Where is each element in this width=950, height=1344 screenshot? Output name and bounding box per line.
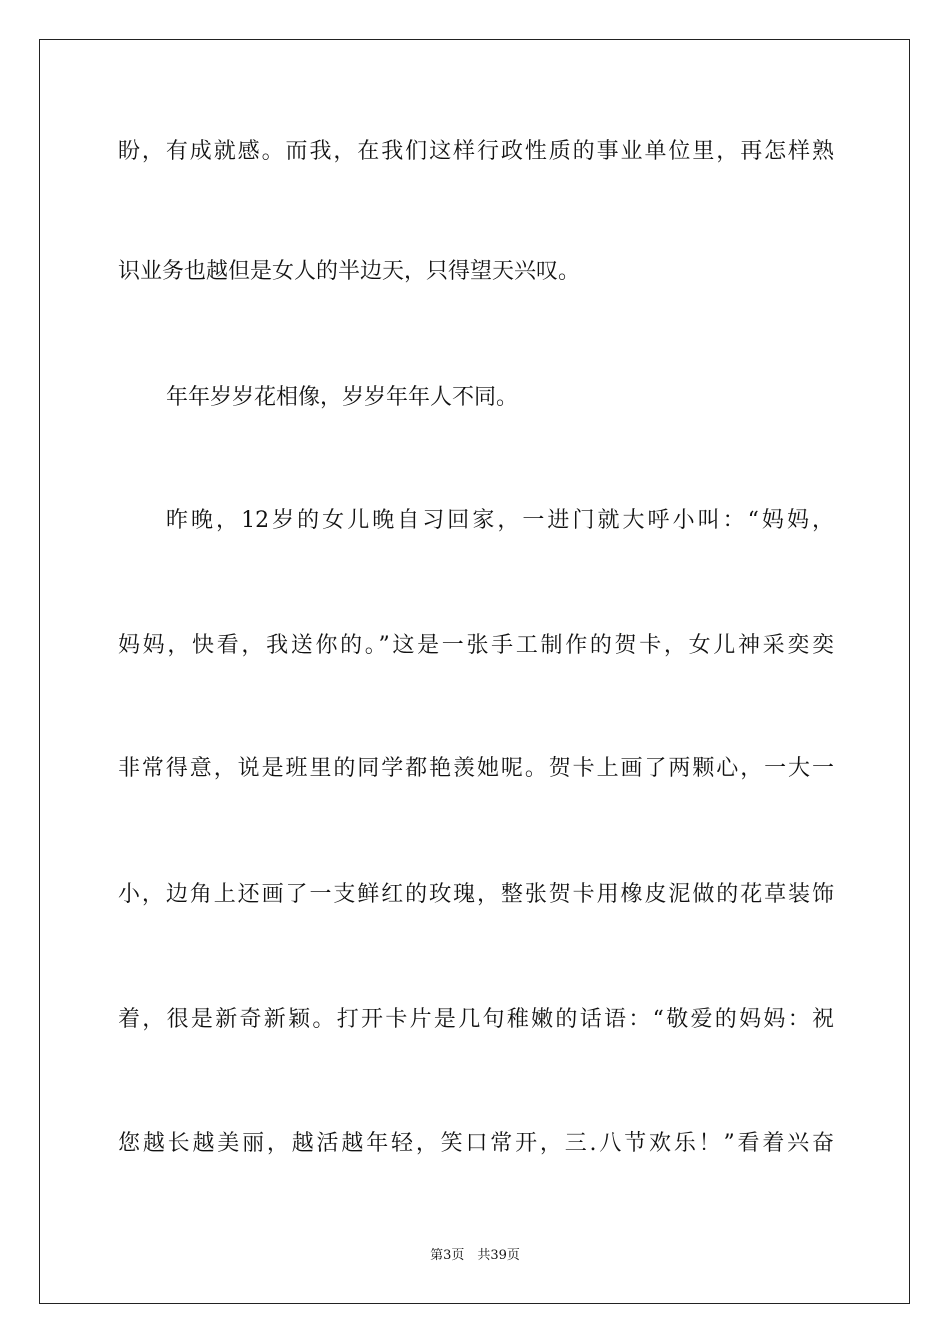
text-line-6: 非常得意，说是班里的同学都艳羡她呢。贺卡上画了两颗心，一大一	[118, 756, 834, 781]
text-line-5: 妈妈，快看，我送你的。”这是一张手工制作的贺卡，女儿神采奕奕	[118, 633, 834, 658]
text-line-3: 年年岁岁花相像，岁岁年年人不同。	[166, 385, 519, 410]
text-line-7: 小，边角上还画了一支鲜红的玫瑰，整张贺卡用橡皮泥做的花草装饰	[118, 882, 834, 907]
text-line-8: 着，很是新奇新颖。打开卡片是几句稚嫩的话语：“敬爱的妈妈：祝	[118, 1007, 834, 1032]
text-line-9: 您越长越美丽，越活越年轻，笑口常开，三.八节欢乐！”看着兴奋	[118, 1131, 834, 1156]
text-line-4: 昨晚，12岁的女儿晚自习回家，一进门就大呼小叫：“妈妈，	[166, 508, 834, 533]
page-number-footer: 第3页 共39页	[430, 1248, 520, 1263]
text-line-2: 识业务也越但是女人的半边天，只得望天兴叹。	[118, 259, 581, 284]
text-line-1: 盼，有成就感。而我，在我们这样行政性质的事业单位里，再怎样熟	[118, 139, 834, 164]
